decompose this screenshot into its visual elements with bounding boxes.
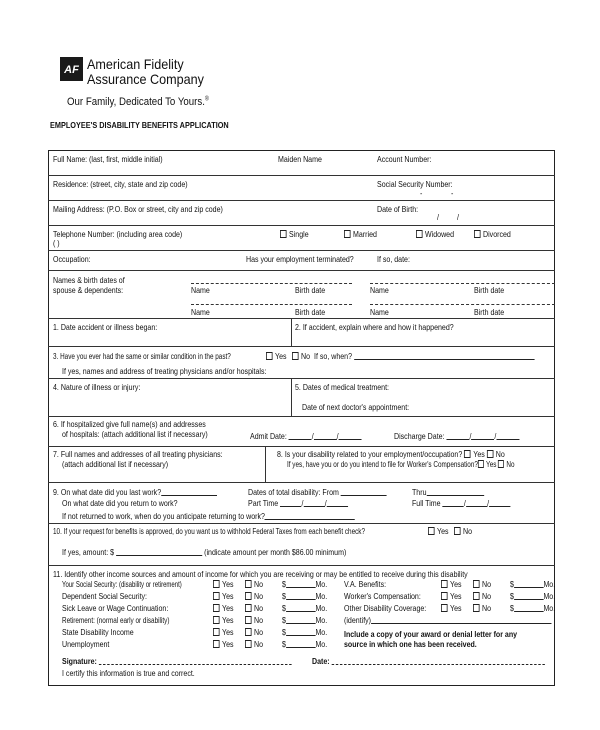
dependents-label-2: spouse & dependents: [53, 285, 124, 295]
q9-thru-label: Thru [412, 487, 427, 497]
dependent-birthdate-caption: Birth date [295, 285, 326, 295]
right-income-yes[interactable] [441, 579, 462, 589]
per-month-label: Mo. [315, 627, 328, 637]
account-number-label: Account Number: [377, 154, 432, 164]
income-label: Dependent Social Security: [62, 591, 148, 601]
row-divider [48, 346, 555, 347]
q9-label-3: If not returned to work, when do you anticipate returning to work? [62, 511, 265, 521]
include-copy-note-1: Include a copy of your award or denial letter for any [344, 629, 518, 639]
income-label: Retirement: (normal early or disability) [62, 615, 170, 625]
row-divider [48, 482, 555, 483]
marital-widowed[interactable] [416, 229, 454, 239]
dependent-line[interactable] [370, 283, 555, 284]
left-income-amount[interactable] [282, 591, 327, 601]
single-checkbox[interactable] [280, 230, 287, 238]
income-no-checkbox[interactable] [245, 604, 252, 612]
left-income-yes[interactable] [213, 603, 234, 613]
marital-married[interactable] [344, 229, 377, 239]
divorced-label: Divorced [483, 229, 511, 239]
ssn-label: Social Security Number: [377, 179, 453, 189]
left-income-yes[interactable] [213, 615, 234, 625]
no-label: No [495, 449, 505, 459]
dependent-name-caption: Name [370, 307, 389, 317]
q3-when-line[interactable] [354, 351, 534, 360]
row-divider [48, 270, 555, 271]
q8-no-checkbox[interactable] [487, 450, 494, 458]
mailing-address-label: Mailing Address: (P.O. Box or street, city and zip code) [53, 204, 223, 214]
per-month-label: Mo. [543, 579, 556, 589]
date-label: Date: [312, 656, 330, 666]
q10-no-checkbox[interactable] [454, 527, 461, 535]
q10-amount-note: (indicate amount per month $86.00 minimum) [204, 547, 347, 557]
income-label: Your Social Security: (disability or retirement) [62, 579, 182, 589]
full-time-label: Full Time [412, 498, 441, 508]
q9-return[interactable] [62, 511, 355, 521]
marital-divorced[interactable] [474, 229, 511, 239]
left-income-no[interactable] [245, 615, 263, 625]
no-label: No [463, 526, 473, 536]
income-yes-checkbox[interactable] [441, 592, 448, 600]
dependent-birthdate-caption: Birth date [474, 285, 505, 295]
no-label: No [482, 591, 492, 601]
logo-text: AF [64, 64, 79, 76]
dependent-birthdate-caption: Birth date [474, 307, 505, 317]
dollar-sign: $ [282, 579, 286, 589]
yes-label: Yes [450, 579, 462, 589]
admit-date[interactable]: Admit Date: / / [250, 431, 362, 441]
row-divider [48, 416, 555, 417]
discharge-date[interactable]: Discharge Date: / / [394, 431, 519, 441]
q6-label-2: of hospitals: (attach additional list if necessary) [62, 429, 208, 439]
q7-label-1: 7. Full names and addresses of all treating physicians: [53, 449, 223, 459]
tagline [67, 96, 209, 108]
dependent-name-caption: Name [191, 285, 210, 295]
q3-when[interactable] [314, 351, 534, 361]
q9-label-1: 9. On what date did you last work? [53, 487, 162, 497]
no-label: No [506, 459, 515, 469]
row-divider [48, 250, 555, 251]
dollar-sign: $ [510, 579, 514, 589]
row-divider [48, 446, 555, 447]
signature-label: Signature: [62, 656, 97, 666]
right-income-yes[interactable] [441, 591, 462, 601]
form-title: EMPLOYEE'S DISABILITY BENEFITS APPLICATION [50, 120, 229, 130]
q10-amount-label: If yes, amount: $ [62, 547, 115, 557]
q11-label: 11. Identify other income sources and amount of income for which you are receiving or may be entitled to receive during this disability [53, 569, 468, 579]
q8-label-2: If yes, have you or do you intend to file for Worker's Compensation? [287, 459, 478, 469]
yes-label: Yes [450, 603, 462, 613]
q9-label-2: On what date did you return to work? [62, 498, 178, 508]
per-month-label: Mo. [543, 603, 556, 613]
yes-label: Yes [486, 459, 497, 469]
q9-from-label: Dates of total disability: From [248, 487, 339, 497]
no-label: No [254, 615, 264, 625]
income-label: State Disability Income [62, 627, 134, 637]
dependent-name-caption: Name [370, 285, 389, 295]
right-income-no[interactable] [473, 603, 491, 613]
q10-amount[interactable] [62, 547, 346, 557]
q5-label: 5. Dates of medical treatment: [295, 382, 390, 392]
dependents-label-1: Names & birth dates of [53, 275, 125, 285]
company-logo [60, 57, 83, 81]
row-divider [48, 565, 555, 566]
termination-date-label: If so, date: [377, 254, 410, 264]
right-income-yes[interactable] [441, 603, 462, 613]
q8-yes-checkbox[interactable] [464, 450, 471, 458]
income-label: Worker's Compensation: [344, 591, 421, 601]
q9-disability-from[interactable] [248, 487, 387, 497]
row-divider [48, 318, 555, 319]
yes-label: Yes [473, 449, 485, 459]
no-label: No [482, 603, 492, 613]
q8-row-2 [287, 459, 514, 469]
left-income-amount[interactable] [282, 639, 327, 649]
left-income-no[interactable] [245, 579, 263, 589]
income-yes-checkbox[interactable] [213, 604, 220, 612]
income-no-checkbox[interactable] [245, 628, 252, 636]
no-label: No [254, 603, 264, 613]
q2-label: 2. If accident, explain where and how it happened? [295, 322, 454, 332]
left-income-amount[interactable] [282, 603, 327, 613]
q10-label: 10. If your request for benefits is approved, do you want us to withhold Federal Taxes from each benefit check? [53, 526, 366, 536]
income-label: Unemployment [62, 639, 110, 649]
left-income-amount[interactable] [282, 615, 327, 625]
widowed-label: Widowed [425, 229, 455, 239]
company-name-line1: American Fidelity [87, 56, 184, 72]
dependent-name-caption: Name [191, 307, 210, 317]
right-income-amount[interactable] [510, 591, 555, 601]
q9-full-time[interactable]: Full Time / / [412, 498, 510, 508]
income-no-checkbox[interactable] [473, 592, 480, 600]
certify-statement: I certify this information is true and correct. [62, 668, 195, 678]
dollar-sign: $ [282, 639, 286, 649]
q5-next-appointment-label: Date of next doctor's appointment: [302, 402, 410, 412]
occupation-label: Occupation: [53, 254, 91, 264]
area-code-parens: ( ) [53, 238, 60, 248]
dependent-line[interactable] [370, 304, 555, 305]
per-month-label: Mo. [315, 639, 328, 649]
left-income-amount[interactable] [282, 579, 327, 589]
q3-sub-label: If yes, names and address of treating physicians and/or hospitals: [62, 366, 267, 376]
discharge-date-label: Discharge Date: [394, 431, 445, 441]
income-yes-checkbox[interactable] [213, 592, 220, 600]
yes-label: Yes [450, 591, 462, 601]
workers-comp-yes-checkbox[interactable] [478, 460, 484, 468]
right-income-amount[interactable] [510, 603, 555, 613]
q7-label-2: (attach additional list if necessary) [62, 459, 169, 469]
employment-terminated-label: Has your employment terminated? [246, 254, 354, 264]
company-name-line2: Assurance Company [87, 71, 204, 87]
per-month-label: Mo. [315, 591, 328, 601]
left-income-yes[interactable] [213, 579, 234, 589]
q3-yes[interactable] [266, 351, 287, 361]
row-divider [48, 200, 555, 201]
divorced-checkbox[interactable] [474, 230, 481, 238]
dob-slash: / [437, 212, 439, 222]
row-divider [48, 523, 555, 524]
q3-no[interactable] [292, 351, 310, 361]
left-income-yes[interactable] [213, 591, 234, 601]
no-label: No [482, 579, 492, 589]
workers-comp-no-checkbox[interactable] [498, 460, 504, 468]
part-time-label: Part Time [248, 498, 279, 508]
q10-yes-checkbox[interactable] [428, 527, 435, 535]
q3-no-checkbox[interactable] [292, 352, 299, 360]
admit-date-label: Admit Date: [250, 431, 287, 441]
income-label: V.A. Benefits: [344, 579, 387, 589]
marital-single[interactable] [280, 229, 309, 239]
col-divider [291, 378, 292, 416]
q3-when-label: If so, when? [314, 351, 353, 361]
income-yes-checkbox[interactable] [441, 580, 448, 588]
col-divider [265, 446, 266, 482]
left-income-no[interactable] [245, 639, 263, 649]
widowed-checkbox[interactable] [416, 230, 423, 238]
identify-label: (identify) [344, 615, 372, 625]
income-no-checkbox[interactable] [245, 616, 252, 624]
q8-label-1: 8. Is your disability related to your employment/occupation? [277, 449, 463, 459]
dollar-sign: $ [282, 615, 286, 625]
dollar-sign: $ [510, 591, 514, 601]
dollar-sign: $ [282, 603, 286, 613]
dollar-sign: $ [282, 627, 286, 637]
left-income-amount[interactable] [282, 627, 327, 637]
right-income-no[interactable] [473, 591, 491, 601]
yes-label: Yes [222, 579, 234, 589]
dollar-sign: $ [282, 591, 286, 601]
per-month-label: Mo. [315, 615, 328, 625]
dependent-line[interactable] [191, 283, 352, 284]
right-income-amount[interactable] [510, 579, 555, 589]
q6-label-1: 6. If hospitalized give full name(s) and addresses [53, 419, 206, 429]
single-label: Single [289, 229, 309, 239]
left-income-yes[interactable] [213, 627, 234, 637]
include-copy-note-2: source in which one has been received. [344, 639, 477, 649]
dependent-birthdate-caption: Birth date [295, 307, 326, 317]
married-label: Married [353, 229, 377, 239]
dollar-sign: $ [510, 603, 514, 613]
q10-no[interactable] [454, 526, 472, 536]
left-income-no[interactable] [245, 627, 263, 637]
maiden-name-label: Maiden Name [278, 154, 322, 164]
residence-label: Residence: (street, city, state and zip code) [53, 179, 188, 189]
dob-label: Date of Birth: [377, 204, 419, 214]
yes-label: Yes [275, 351, 287, 361]
income-yes-checkbox[interactable] [213, 616, 220, 624]
yes-label: Yes [222, 591, 234, 601]
income-yes-checkbox[interactable] [213, 628, 220, 636]
yes-label: Yes [222, 627, 234, 637]
income-yes-checkbox[interactable] [441, 604, 448, 612]
income-yes-checkbox[interactable] [213, 640, 220, 648]
row-divider [48, 378, 555, 379]
income-no-checkbox[interactable] [245, 592, 252, 600]
identify-field[interactable] [344, 615, 551, 625]
q1-label: 1. Date accident or illness began: [53, 322, 158, 332]
ssn-dash: - [420, 188, 423, 198]
yes-label: Yes [222, 603, 234, 613]
col-divider [291, 318, 292, 346]
q9-part-time[interactable]: Part Time / / [248, 498, 348, 508]
signature-field[interactable] [62, 656, 292, 666]
married-checkbox[interactable] [344, 230, 351, 238]
ssn-dash: - [451, 188, 454, 198]
q9-disability-thru[interactable] [412, 487, 484, 497]
income-label: Sick Leave or Wage Continuation: [62, 603, 169, 613]
q3-label: 3. Have you ever had the same or similar condition in the past? [53, 351, 231, 361]
dependent-line[interactable] [191, 304, 352, 305]
full-name-label: Full Name: (last, first, middle initial) [53, 154, 163, 164]
q8-row-1 [277, 449, 505, 459]
no-label: No [254, 591, 264, 601]
registered-mark: ® [204, 96, 209, 103]
row-divider [48, 225, 555, 226]
income-no-checkbox[interactable] [245, 640, 252, 648]
no-label: No [254, 627, 264, 637]
date-field[interactable] [312, 656, 545, 666]
right-income-no[interactable] [473, 579, 491, 589]
per-month-label: Mo. [543, 591, 556, 601]
per-month-label: Mo. [315, 603, 328, 613]
dob-slash: / [457, 212, 459, 222]
left-income-yes[interactable] [213, 639, 234, 649]
yes-label: Yes [222, 639, 234, 649]
per-month-label: Mo. [315, 579, 328, 589]
q9-last-work[interactable] [53, 487, 217, 497]
no-label: No [254, 639, 264, 649]
left-income-no[interactable] [245, 603, 263, 613]
tagline-text: Our Family, Dedicated To Yours. [67, 96, 205, 108]
income-no-checkbox[interactable] [245, 580, 252, 588]
income-yes-checkbox[interactable] [213, 580, 220, 588]
q3-yes-checkbox[interactable] [266, 352, 273, 360]
q10-yes[interactable] [428, 526, 449, 536]
income-no-checkbox[interactable] [473, 604, 480, 612]
no-label: No [301, 351, 311, 361]
income-label: Other Disability Coverage: [344, 603, 427, 613]
left-income-no[interactable] [245, 591, 263, 601]
telephone-label: Telephone Number: (including area code) [53, 229, 183, 239]
yes-label: Yes [437, 526, 449, 536]
no-label: No [254, 579, 264, 589]
row-divider [48, 175, 555, 176]
q4-label: 4. Nature of illness or injury: [53, 382, 141, 392]
yes-label: Yes [222, 615, 234, 625]
income-no-checkbox[interactable] [473, 580, 480, 588]
